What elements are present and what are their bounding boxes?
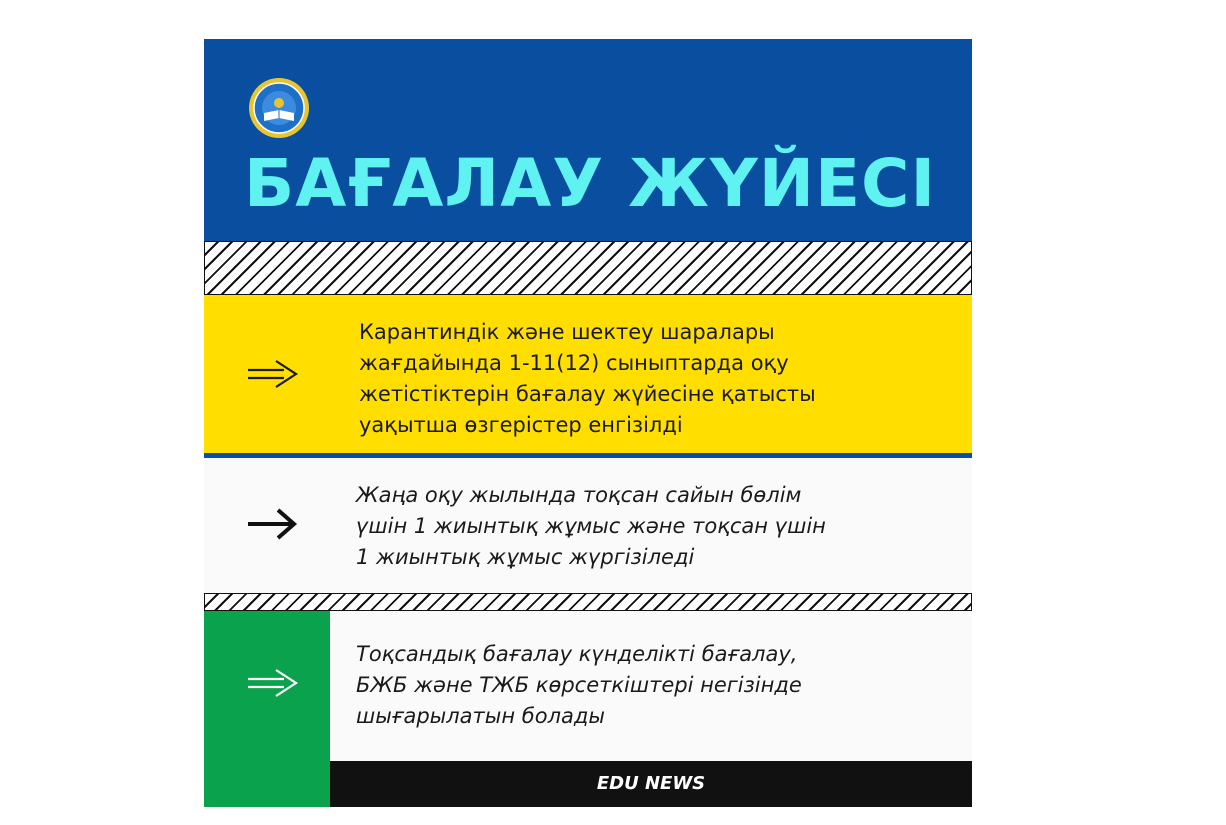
text-line: уақытша өзгерістер енгізілді [359,413,683,437]
text-line: жағдайында 1-11(12) сыныптарда оқу [359,351,789,375]
text-line: жетістіктерін бағалау жүйесіне қатысты [359,382,816,406]
section-summative-work [204,458,972,591]
header-banner [204,39,972,241]
ministry-emblem-logo [248,77,310,139]
hatched-divider [204,593,972,611]
section-quarantine-changes [204,295,972,458]
text-line: Тоқсандық бағалау күнделікті бағалау, [356,642,798,666]
section-text [356,639,916,732]
outline-arrow-right-icon [246,358,300,390]
footer-brand-label: EDU NEWS [330,761,972,807]
text-line: 1 жиынтық жұмыс жүргізіледі [356,545,695,569]
page-title: БАҒАЛАУ ЖҮЙЕСІ [244,145,937,222]
text-line: Карантиндік және шектеу шаралары [359,320,775,344]
section-quarterly-grading [204,611,972,807]
section-text [359,317,919,441]
outline-arrow-right-icon [246,667,300,699]
text-line: Жаңа оқу жылында тоқсан сайын бөлім [356,483,802,507]
hatched-divider [204,241,972,295]
section-text [356,480,916,573]
text-line: БЖБ және ТЖБ көрсеткіштері негізінде [356,673,802,697]
green-side-panel [204,611,330,807]
text-line: үшін 1 жиынтық жұмыс және тоқсан үшін [356,514,826,538]
text-line: шығарылатын болады [356,704,605,728]
arrow-right-icon [246,506,300,542]
poster-card [204,39,972,807]
